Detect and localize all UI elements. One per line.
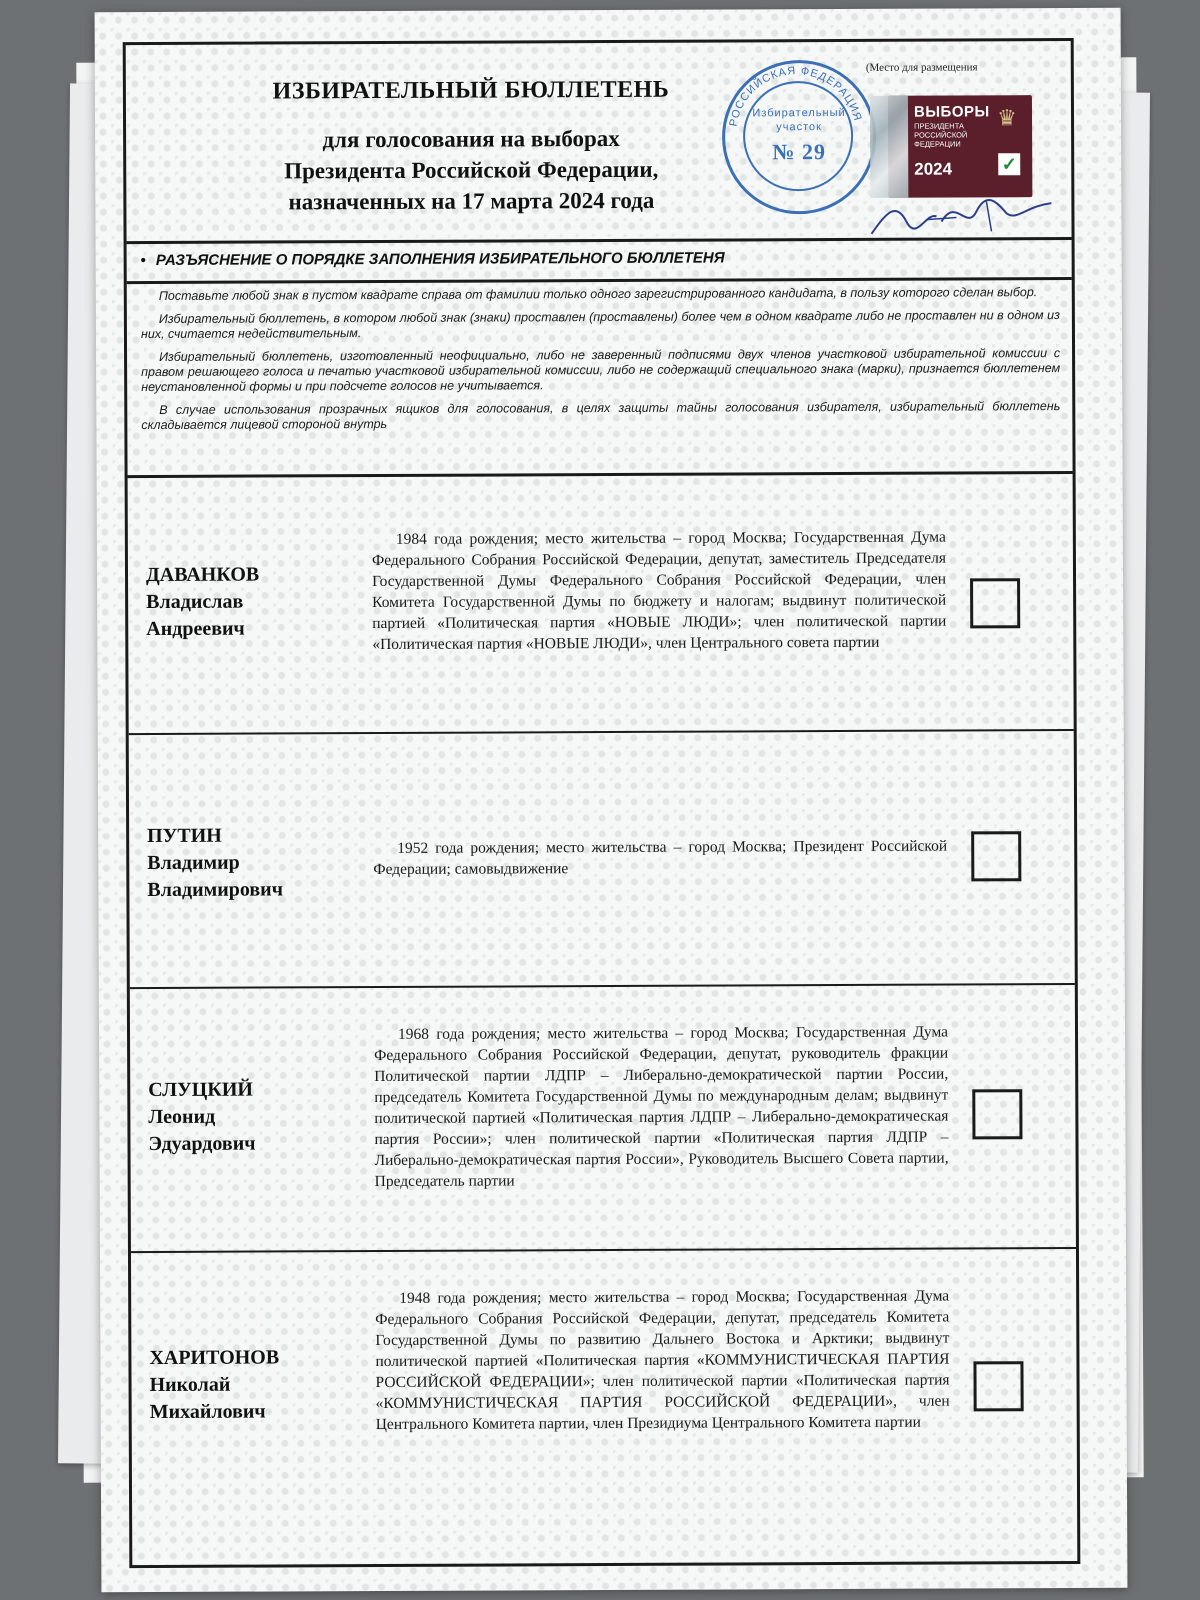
candidate-name: СЛУЦКИЙ Леонид Эдуардович	[148, 1078, 256, 1156]
instruction-paragraph: Поставьте любой знак в пустом квадрате справа от фамилии только одного зарегистрированного кандидата, в пользу которого сделан выбор.	[158, 285, 1038, 303]
mark-placement-note: (Место для размещения	[865, 61, 978, 74]
instructions-heading: • РАЗЪЯСНЕНИЕ О ПОРЯДКЕ ЗАПОЛНЕНИЯ ИЗБИРАТЕЛЬНОГО БЮЛЛЕТЕНЯ	[127, 237, 1072, 284]
instruction-paragraph: В случае использования прозрачных ящиков для голосования, в целях защиты тайны голосования избирателя, избирательный бюллетень складывается лицевой стороной внутрь	[141, 399, 1061, 433]
stamp-line: участок	[776, 121, 822, 134]
ballot-frame	[123, 38, 1081, 1568]
ballot-paper	[95, 8, 1128, 1592]
commission-signature	[866, 191, 1056, 242]
candidate-name: ПУТИН Владимир Владимирович	[147, 824, 284, 902]
vote-checkbox[interactable]	[973, 1361, 1023, 1411]
candidate-row	[130, 985, 1076, 1253]
ballot-header	[126, 41, 1072, 244]
checkmark-icon: ✓	[998, 153, 1020, 175]
candidate-row	[129, 731, 1075, 989]
hologram-strip	[870, 96, 908, 198]
instruction-paragraph: Избирательный бюллетень, изготовленный неофициально, либо не заверенный подписями двух членов участковой избирательной комиссии с правом решающего голоса и печатью участковой избирательной комиссии, либо не содержащий специального знака (марки), признается бюллетенем неустановленной формы и при подсчете голосов не учитывается.	[141, 346, 1061, 395]
candidate-name: ДАВАНКОВ Владислав Андреевич	[145, 563, 260, 641]
vote-checkbox[interactable]	[972, 1089, 1022, 1139]
commission-stamp	[722, 60, 877, 215]
mark-subtitle: ПРЕЗИДЕНТА РОССИЙСКОЙ ФЕДЕРАЦИИ	[914, 121, 968, 149]
mark-year: 2024	[914, 159, 953, 179]
candidate-row	[131, 1249, 1077, 1553]
stamp-line: Избирательный	[752, 106, 846, 120]
instruction-paragraph: Избирательный бюллетень, в котором любой знак (знаки) проставлен (проставлены) более чем в одном квадрате либо не проставлен ни в одном из них, считается недействительным.	[140, 308, 1060, 342]
ballot-subtitle-line: назначенных на 17 марта 2024 года	[288, 187, 655, 215]
candidate-description: 1984 года рождения; место жительства – город Москва; Государственная Дума Федерального Собрания Российской Федерации, депутат, заместитель Председателя Государственной Думы Федерального Собрания Российской Федерации, член Комитета Государственной Думы по бюджету и налогам; выдвинут политической партией «Политическая партия «НОВЫЕ ЛЮДИ»; член политической партии «Политическая партия «НОВЫЕ ЛЮДИ», член Центрального совета партии	[371, 528, 947, 654]
candidate-description: 1968 года рождения; место жительства – город Москва; Государственная Дума Федерального Собрания Российской Федерации, депутат, руководитель фракции Политической партии ЛДПР – Либерально-демократической партии России, председатель Комитета Государственной Думы по международным делам; выдвинут политической партией «Политическая партия ЛДПР – Либерально-демократическая партия России»; член политической партии «Политическая партия ЛДПР – Либерально-демократическая партия России», Руководитель Высшего Совета партии, Председатель партии	[374, 1023, 949, 1191]
candidate-description: 1952 года рождения; место жительства – город Москва; Президент Российской Федерации; самовыдвижение	[373, 837, 948, 879]
vote-checkbox[interactable]	[970, 578, 1020, 628]
coat-of-arms-icon: ♛	[997, 105, 1017, 131]
election-mark-sticker	[888, 95, 1032, 198]
ballot-subtitle-line: для голосования на выборах	[322, 125, 620, 153]
instructions-body	[141, 285, 1061, 441]
candidate-row	[128, 474, 1074, 735]
bullet-icon: •	[140, 252, 146, 270]
ballot-subtitle-line: Президента Российской Федерации,	[284, 156, 659, 184]
vote-checkbox[interactable]	[971, 831, 1021, 881]
mark-title: ВЫБОРЫ	[913, 103, 990, 121]
candidate-description: 1948 года рождения; место жительства – город Москва; Государственная Дума Федерального Собрания Российской Федерации, депутат, председатель Комитета Государственной Думы по развитию Дальнего Востока и Арктики; выдвинут политической партией «Политическая партия «КОММУНИСТИЧЕСКАЯ ПАРТИЯ РОССИЙСКОЙ ФЕДЕРАЦИИ»; член политической партии «Политическая партия «КОММУНИСТИЧЕСКАЯ ПАРТИЯ РОССИЙСКОЙ ФЕДЕРАЦИИ», член Центрального Комитета партии, член Президиума Центрального Комитета партии	[375, 1287, 950, 1434]
stamp-number: № 29	[772, 139, 827, 165]
candidate-name: ХАРИТОНОВ Николай Михайлович	[149, 1346, 280, 1424]
svg-text:РОССИЙСКАЯ ФЕДЕРАЦИЯ: РОССИЙСКАЯ ФЕДЕРАЦИЯ	[727, 65, 864, 128]
ballot-title: ИЗБИРАТЕЛЬНЫЙ БЮЛЛЕТЕНЬ	[272, 76, 670, 105]
